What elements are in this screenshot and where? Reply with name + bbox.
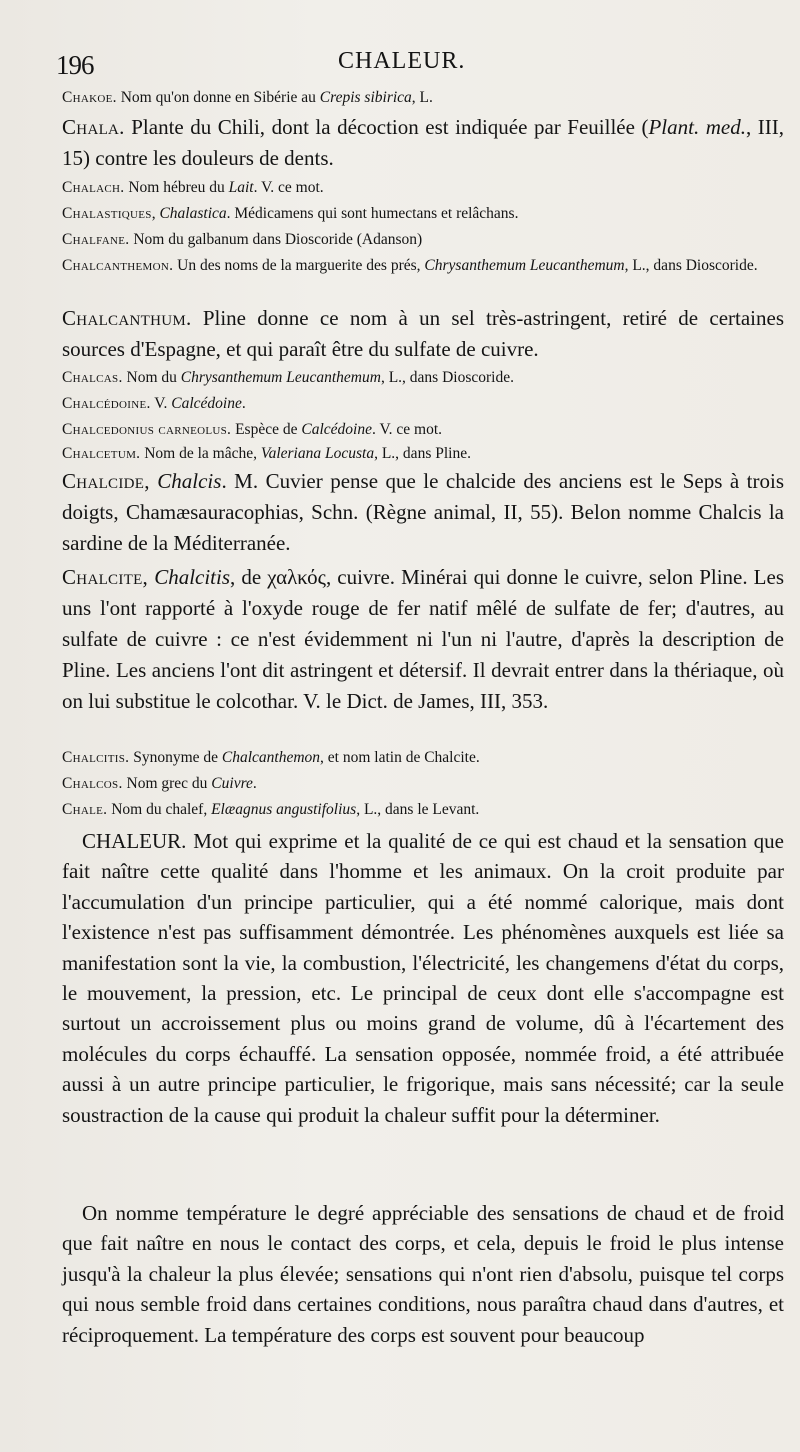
entry-chaleur <box>62 826 784 1130</box>
entry-headword: Chalcas. <box>62 369 123 386</box>
entry-headword: Chalcite, <box>62 565 149 589</box>
entry-chalcas: Chalcas. Nom du Chrysanthemum Leucanthemum, L., dans Dioscoride. <box>62 369 514 386</box>
running-title: CHALEUR. <box>338 48 466 74</box>
entry-chalastiques: Chalastiques, Chalastica. Médicamens qui sont humectans et relâchans. <box>62 205 519 222</box>
entry-term: Chalcanthemon <box>221 749 321 766</box>
page-number: 196 <box>56 50 94 80</box>
entry-headword: Chalcide, <box>62 469 150 493</box>
entry-headword: Chale. <box>62 801 108 818</box>
entry-term: Chalcitis <box>154 565 231 589</box>
entry-headword: Chalach. <box>62 179 125 196</box>
entry-paragraph: Mot qui exprime et la qualité de ce qui est chaud et la sensation que fait naître cette qualité dans l'homme et les animaux. On la croit produite par l'accumulation d'un principe particulier, qui a été nommé calorique, mais dont l'existence n'est pas suffisamment démontrée. Les phénomènes auxquels est liée sa manifestation sont la vie, la combustion, l'électricité, les changemens d'état du corps, le mouvement, la pression, etc. Le principal de ceux dont elle s'accompagne est surtout un accroissement plus ou moins grand de volume, dû à l'écartement des molécules du corps échauffé. La sensation opposée, nommée froid, a été attribuée aussi à un autre principe particulier, le frigorique, mais sans nécessité; car la seule soustraction de la cause qui produit la chaleur suffit pour la déterminer. <box>62 829 784 1127</box>
entry-chalach: Chalach. Nom hébreu du Lait. V. ce mot. <box>62 179 324 196</box>
entry-paragraph: On nomme température le degré appréciable des sensations de chaud et de froid que fait naître en nous le contact des corps, et cela, depuis le froid le plus intense jusqu'à la chaleur la plus élevée; sensations qui n'ont rien d'absolu, puisque tel corps qui nous semble froid dans certaines conditions, nous paraîtra chaud dans d'autres, et réciproquement. La température des corps est souvent pour beaucoup <box>62 1201 784 1347</box>
entry-headword: Chalcos. <box>62 775 123 792</box>
entry-headword: Chalcitis. <box>62 749 130 766</box>
entry-chalcitis: Chalcitis. Synonyme de Chalcanthemon, et nom latin de Chalcite. <box>62 749 480 766</box>
entry-term: Calcédoine <box>301 421 372 438</box>
entry-headword-main: CHALEUR. <box>82 829 187 853</box>
entry-term: Cuivre <box>211 775 253 792</box>
entry-chalcite: Chalcite, Chalcitis, de χαλκός, cuivre. Minérai qui donne le cuivre, selon Pline. Les uns l'ont rapporté à l'oxyde rouge de fer natif mêlé de sulfate de fer; d'autres, au sulfate de cuivre : ce n'est évidemment ni l'un ni l'autre, d'après la description de Pline. Les anciens l'ont dit astringent et détersif. Il devrait entrer dans la thériaque, où on lui substitue le colcothar. V. le Dict. de James, III, 353. <box>62 565 784 713</box>
entry-term: Plant. med. <box>648 115 746 139</box>
entry-chalcedoine: Chalcédoine. V. Calcédoine. <box>62 395 246 412</box>
entry-chakoe: Chakoe. Nom qu'on donne en Sibérie au Crepis sibirica, L. <box>62 89 433 106</box>
entry-headword: Chalcedonius carneolus. <box>62 421 232 438</box>
entry-term: Valeriana Locusta <box>260 445 375 462</box>
entry-chala: Chala. Plante du Chili, dont la décoction est indiquée par Feuillée (Plant. med., III, 15) contre les douleurs de dents. <box>62 115 785 170</box>
entry-headword: Chalfane. <box>62 231 130 248</box>
entry-chaleur-paragraph-2 <box>62 1198 784 1350</box>
entry-headword: Chala. <box>62 115 125 139</box>
entry-headword: Chalcanthum. <box>62 306 192 330</box>
entry-term: Crepis sibirica <box>319 89 412 106</box>
entry-chalcos: Chalcos. Nom grec du Cuivre. <box>62 775 257 792</box>
entry-chalcetum: Chalcetum. Nom de la mâche, Valeriana Locusta, L., dans Pline. <box>62 445 471 462</box>
entry-headword: Chalcanthemon. <box>62 257 174 274</box>
page-header <box>0 46 800 80</box>
entry-chalfane: Chalfane. Nom du galbanum dans Dioscoride (Adanson) <box>62 231 423 248</box>
entry-term: Chrysanthemum Leucanthemum <box>424 257 625 274</box>
entry-headword: Chalcédoine. <box>62 395 151 412</box>
entry-chalcedonius: Chalcedonius carneolus. Espèce de Calcédoine. V. ce mot. <box>62 421 443 438</box>
entry-headword: Chalastiques <box>62 205 152 222</box>
entry-term: Chalastica <box>159 205 227 222</box>
entry-chalcanthemon: Chalcanthemon. Un des noms de la marguerite des prés, Chrysanthemum Leucanthemum, L., dans Dioscoride. <box>62 257 758 274</box>
entry-term: Lait <box>228 179 254 196</box>
entry-chalcide: Chalcide, Chalcis. M. Cuvier pense que le chalcide des anciens est le Seps à trois doigts, Chamæsauracophias, Schn. (Règne animal, II, 55). Belon nomme Chalcis la sardine de la Méditerranée. <box>62 469 785 555</box>
entry-term: Chalcis <box>157 469 222 493</box>
entry-headword: Chalcetum. <box>62 445 141 462</box>
entry-chale: Chale. Nom du chalef, Elæagnus angustifolius, L., dans le Levant. <box>62 801 480 818</box>
entry-term: Elæagnus angustifolius <box>211 801 357 818</box>
entry-term: Chrysanthemum Leucanthemum <box>180 369 381 386</box>
entry-headword: Chakoe. <box>62 89 117 106</box>
entry-chalcanthum: Chalcanthum. Pline donne ce nom à un sel très-astringent, retiré de certaines sources d'Espagne, et qui paraît être du sulfate de cuivre. <box>62 306 784 361</box>
entry-term: Calcédoine <box>171 395 242 412</box>
